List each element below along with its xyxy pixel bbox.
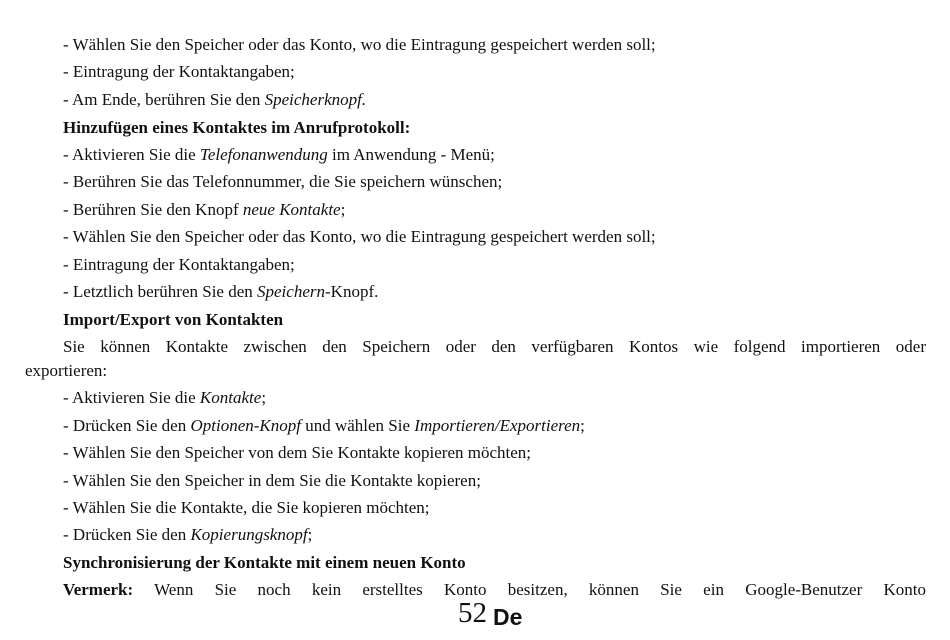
step-options-import-export: - Drücken Sie den Optionen-Knopf und wählen Sie Importieren/Exportieren; (63, 416, 585, 435)
page-number: 52 (458, 597, 487, 629)
step-touch-number: - Berühren Sie das Telefonnummer, die Sie speichern wünschen; (63, 172, 503, 191)
note-label: Vermerk: (63, 580, 134, 599)
heading-import-export: Import/Export von Kontakten (63, 310, 284, 329)
step-activate-contacts: - Aktivieren Sie die Kontakte; (63, 388, 267, 407)
step-choose-target-storage: - Wählen Sie den Speicher in dem Sie die Kontakte kopieren; (63, 471, 481, 490)
heading-add-from-call-log: Hinzufügen eines Kontaktes im Anrufprotokoll: (63, 118, 411, 137)
heading-sync-contacts: Synchronisierung der Kontakte mit einem neuen Konto (63, 553, 466, 572)
step-enter-contact-1: - Eintragung der Kontaktangaben; (63, 62, 295, 81)
step-press-copy: - Drücken Sie den Kopierungsknopf; (63, 525, 313, 544)
step-new-contact-button: - Berühren Sie den Knopf neue Kontakte; (63, 200, 346, 219)
step-choose-contacts: - Wählen Sie die Kontakte, die Sie kopieren möchten; (63, 498, 430, 517)
step-enter-contact-2: - Eintragung der Kontaktangaben; (63, 255, 295, 274)
step-choose-source-storage: - Wählen Sie den Speicher von dem Sie Kontakte kopieren möchten; (63, 443, 531, 462)
step-press-save-1: - Am Ende, berühren Sie den Speicherknopf. (63, 90, 367, 109)
paragraph-import-export-line-1: Sie können Kontakte zwischen den Speichern oder den verfügbaren Kontos wie folgend importieren oder (63, 337, 926, 356)
paragraph-import-export-line-2: exportieren: (25, 361, 108, 380)
page-footer (458, 598, 522, 629)
step-choose-storage-1: - Wählen Sie den Speicher oder das Konto, wo die Eintragung gespeichert werden soll; (63, 35, 656, 54)
note-paragraph: Vermerk: Wenn Sie noch kein erstelltes Konto besitzen, können Sie ein Google-Benutzer Konto (63, 580, 926, 599)
step-choose-storage-2: - Wählen Sie den Speicher oder das Konto, wo die Eintragung gespeichert werden soll; (63, 227, 656, 246)
language-code: De (493, 604, 523, 630)
step-activate-phone-app: - Aktivieren Sie die Telefonanwendung im Anwendung - Menü; (63, 145, 495, 164)
step-press-save-2: - Letztlich berühren Sie den Speichern-Knopf. (63, 282, 379, 301)
